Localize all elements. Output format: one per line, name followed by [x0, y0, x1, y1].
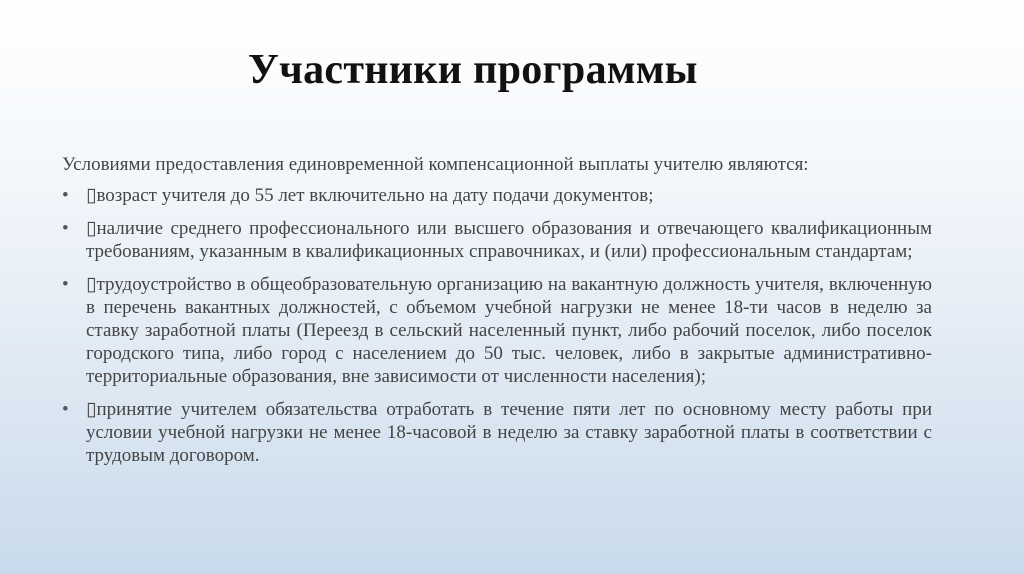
intro-text: Условиями предоставления единовременной компенсационной выплаты учителю являются:	[62, 154, 809, 175]
slide-content	[62, 153, 932, 477]
list-item	[62, 398, 932, 467]
list-item	[62, 273, 932, 388]
bullet-icon: •	[62, 185, 69, 206]
list-item-text: ▯трудоустройство в общеобразовательную организацию на вакантную должность учителя, включенную в перечень вакантных должностей, с объемом учебной нагрузки не менее 18-ти часов в неделю за ставку заработной платы (Переезд в сельский населенный пункт, либо рабочий поселок, либо поселок городского типа, либо город с населением до 50 тыс. человек, либо в закрытые административно-территориальные образования, вне зависимости от численности населения);	[86, 274, 932, 387]
conditions-list	[62, 184, 932, 467]
list-item-text: ▯наличие среднего профессионального или высшего образования и отвечающего квалификационным требованиям, указанным в квалификационных справочниках, и (или) профессиональным стандартам;	[86, 218, 932, 262]
list-item-text: ▯возраст учителя до 55 лет включительно на дату подачи документов;	[86, 185, 654, 206]
bullet-icon: •	[62, 274, 69, 295]
slide-title: Участники программы	[248, 47, 698, 93]
list-item	[62, 184, 932, 207]
list-item-text: ▯принятие учителем обязательства отработать в течение пяти лет по основному месту работы при условии учебной нагрузки не менее 18-часовой в неделю за ставку заработной платы в соответствии с трудовым договором.	[86, 399, 932, 466]
bullet-icon: •	[62, 218, 69, 239]
bullet-icon: •	[62, 399, 69, 420]
list-item	[62, 217, 932, 263]
